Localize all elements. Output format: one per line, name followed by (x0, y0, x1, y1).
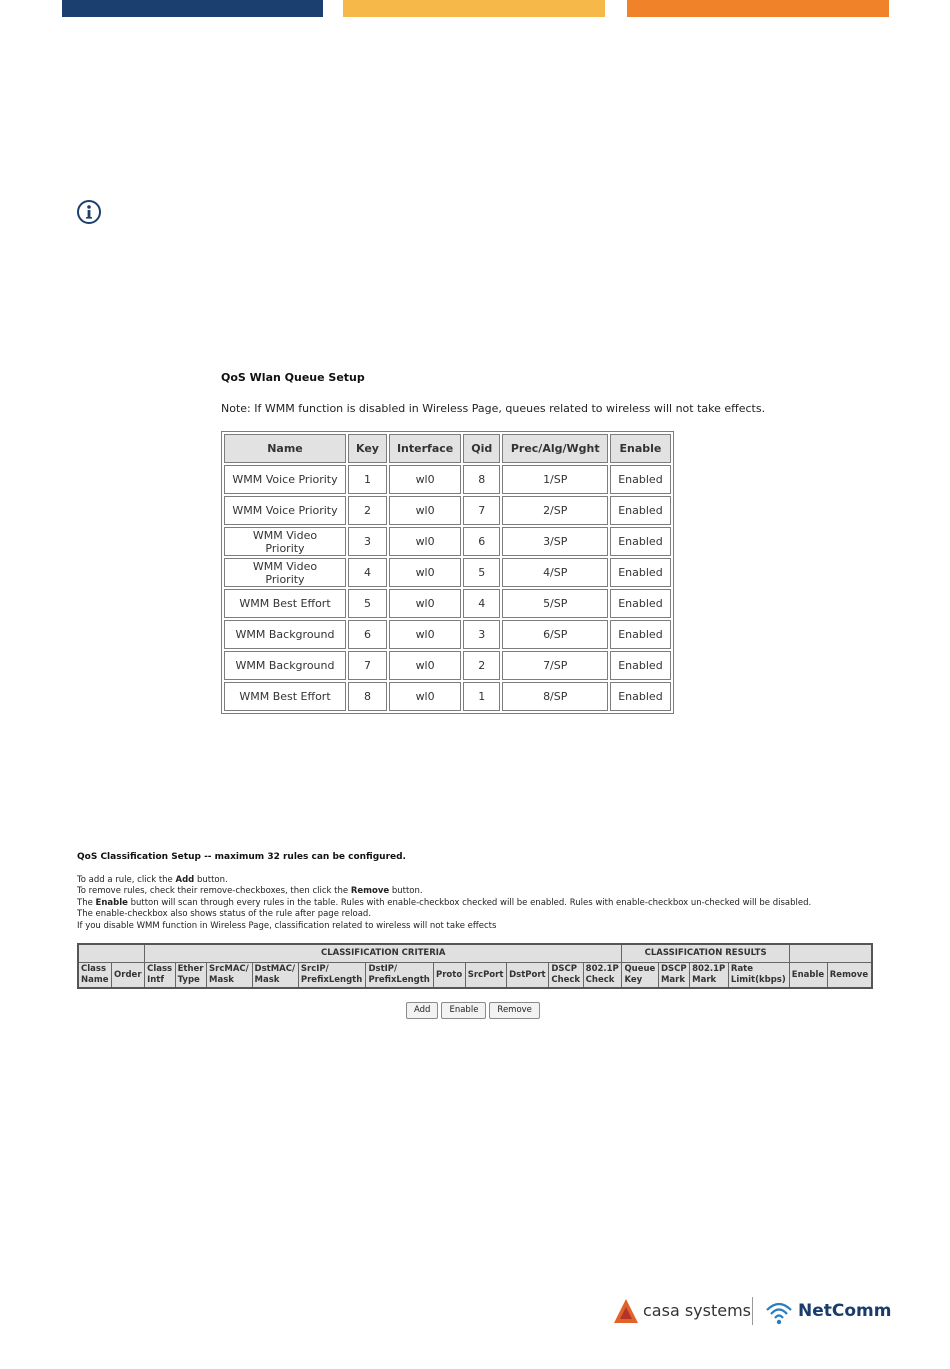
cell-name: WMM Video Priority (224, 558, 346, 587)
cell-prec: 4/SP (502, 558, 608, 587)
cell-prec: 8/SP (502, 682, 608, 711)
cell-key: 6 (348, 620, 387, 649)
desc-line-reload: The enable-checkbox also shows status of the rule after page reload. (77, 909, 372, 920)
cell-interface: wl0 (389, 620, 461, 649)
desc-bold: Add (175, 875, 195, 885)
casa-systems-wordmark: casa systems (643, 1301, 752, 1320)
col-remove: Remove (827, 963, 872, 989)
desc-line-remove (77, 886, 897, 897)
netcomm-wordmark: NetComm (798, 1301, 892, 1321)
cell-enable: Enabled (610, 620, 670, 649)
desc-text: button. (389, 886, 423, 897)
cell-enable: Enabled (610, 558, 670, 587)
col-enable: Enable (610, 434, 670, 463)
table-row (224, 682, 671, 711)
group-criteria: CLASSIFICATION CRITERIA (145, 944, 622, 963)
cell-prec: 1/SP (502, 465, 608, 494)
footer-divider (752, 1297, 753, 1325)
cell-name: WMM Background (224, 651, 346, 680)
col-proto: Proto (434, 963, 466, 989)
desc-text: The (77, 897, 96, 908)
table-row (224, 651, 671, 680)
table-header-row (224, 434, 671, 463)
cell-qid: 6 (463, 527, 500, 556)
cell-enable: Enabled (610, 589, 670, 618)
col-ether-type: Ether Type (175, 963, 206, 989)
cell-prec: 7/SP (502, 651, 608, 680)
cell-name: WMM Voice Priority (224, 465, 346, 494)
header-bar-yellow (343, 0, 605, 17)
cell-key: 5 (348, 589, 387, 618)
col-dst-ip: DstIP/ PrefixLength (366, 963, 434, 989)
desc-text: To remove rules, check their remove-checkboxes, then click the (77, 886, 351, 897)
cell-qid: 4 (463, 589, 500, 618)
cell-key: 7 (348, 651, 387, 680)
table-row (224, 589, 671, 618)
cell-qid: 5 (463, 558, 500, 587)
cell-enable: Enabled (610, 465, 670, 494)
cell-key: 4 (348, 558, 387, 587)
desc-line-enable (77, 898, 897, 909)
col-rate-limit: Rate Limit(kbps) (728, 963, 789, 989)
cell-interface: wl0 (389, 558, 461, 587)
add-button[interactable]: Add (406, 1002, 438, 1019)
cell-interface: wl0 (389, 651, 461, 680)
col-interface: Interface (389, 434, 461, 463)
desc-bold: Remove (350, 886, 390, 897)
wlan-queue-title: QoS Wlan Queue Setup (221, 371, 365, 384)
cell-name: WMM Voice Priority (224, 496, 346, 525)
desc-bold: Enable (95, 897, 128, 908)
col-enable: Enable (789, 963, 827, 989)
cell-prec: 3/SP (502, 527, 608, 556)
desc-text: To add a rule, click the (77, 875, 176, 885)
header-bar-orange (627, 0, 889, 17)
col-queue-key: Queue Key (622, 963, 658, 989)
table-header-row (78, 963, 872, 989)
cell-name: WMM Video Priority (224, 527, 346, 556)
table-row (224, 465, 671, 494)
cell-qid: 1 (463, 682, 500, 711)
col-8021p-mark: 802.1P Mark (690, 963, 729, 989)
cell-prec: 6/SP (502, 620, 608, 649)
cell-qid: 7 (463, 496, 500, 525)
cell-name: WMM Best Effort (224, 589, 346, 618)
col-8021p-check: 802.1P Check (583, 963, 622, 989)
enable-button[interactable]: Enable (441, 1002, 486, 1019)
col-class-intf: Class Intf (145, 963, 176, 989)
wlan-queue-note: Note: If WMM function is disabled in Wireless Page, queues related to wireless will not take effects. (221, 402, 766, 415)
group-spacer (78, 944, 145, 963)
cell-interface: wl0 (389, 527, 461, 556)
cell-key: 3 (348, 527, 387, 556)
col-dscp-mark: DSCP Mark (658, 963, 689, 989)
cell-name: WMM Best Effort (224, 682, 346, 711)
cell-prec: 5/SP (502, 589, 608, 618)
col-src-mac: SrcMAC/ Mask (207, 963, 253, 989)
classification-buttons (406, 1002, 540, 1019)
table-row (224, 558, 671, 587)
cell-name: WMM Background (224, 620, 346, 649)
cell-key: 8 (348, 682, 387, 711)
cell-enable: Enabled (610, 496, 670, 525)
table-row (224, 496, 671, 525)
remove-button[interactable]: Remove (489, 1002, 540, 1019)
desc-line-wmm: If you disable WMM function in Wireless Page, classification related to wireless will not take effects (77, 920, 497, 931)
table-row (224, 527, 671, 556)
cell-interface: wl0 (389, 496, 461, 525)
cell-key: 2 (348, 496, 387, 525)
group-results: CLASSIFICATION RESULTS (622, 944, 789, 963)
header-bar-blue (62, 0, 323, 17)
cell-qid: 2 (463, 651, 500, 680)
desc-line-add (77, 875, 897, 886)
col-name: Name (224, 434, 346, 463)
col-dscp-check: DSCP Check (549, 963, 583, 989)
col-qid: Qid (463, 434, 500, 463)
col-class-name: Class Name (78, 963, 112, 989)
cell-prec: 2/SP (502, 496, 608, 525)
col-dst-port: DstPort (507, 963, 549, 989)
wlan-queue-table (221, 431, 674, 714)
col-src-port: SrcPort (465, 963, 506, 989)
table-group-row (78, 944, 872, 963)
cell-qid: 8 (463, 465, 500, 494)
classification-table (77, 943, 873, 989)
cell-enable: Enabled (610, 651, 670, 680)
casa-systems-logo-icon (612, 1297, 640, 1325)
col-order: Order (112, 963, 145, 989)
classification-description (77, 875, 897, 932)
desc-text: button. (194, 875, 228, 885)
col-dst-mac: DstMAC/ Mask (252, 963, 298, 989)
desc-text: button will scan through every rules in the table. Rules with enable-checkbox checked will be enabled. Rules with enable-checkbox un-checked will be disabled. (127, 897, 812, 908)
cell-enable: Enabled (610, 527, 670, 556)
info-icon (76, 199, 102, 225)
netcomm-logo-icon (764, 1298, 794, 1326)
cell-interface: wl0 (389, 589, 461, 618)
col-src-ip: SrcIP/ PrefixLength (298, 963, 366, 989)
group-spacer-right (789, 944, 872, 963)
cell-enable: Enabled (610, 682, 670, 711)
cell-interface: wl0 (389, 465, 461, 494)
cell-qid: 3 (463, 620, 500, 649)
classification-title: QoS Classification Setup -- maximum 32 rules can be configured. (77, 852, 406, 862)
table-row (224, 620, 671, 649)
cell-key: 1 (348, 465, 387, 494)
col-prec: Prec/Alg/Wght (502, 434, 608, 463)
cell-interface: wl0 (389, 682, 461, 711)
col-key: Key (348, 434, 387, 463)
